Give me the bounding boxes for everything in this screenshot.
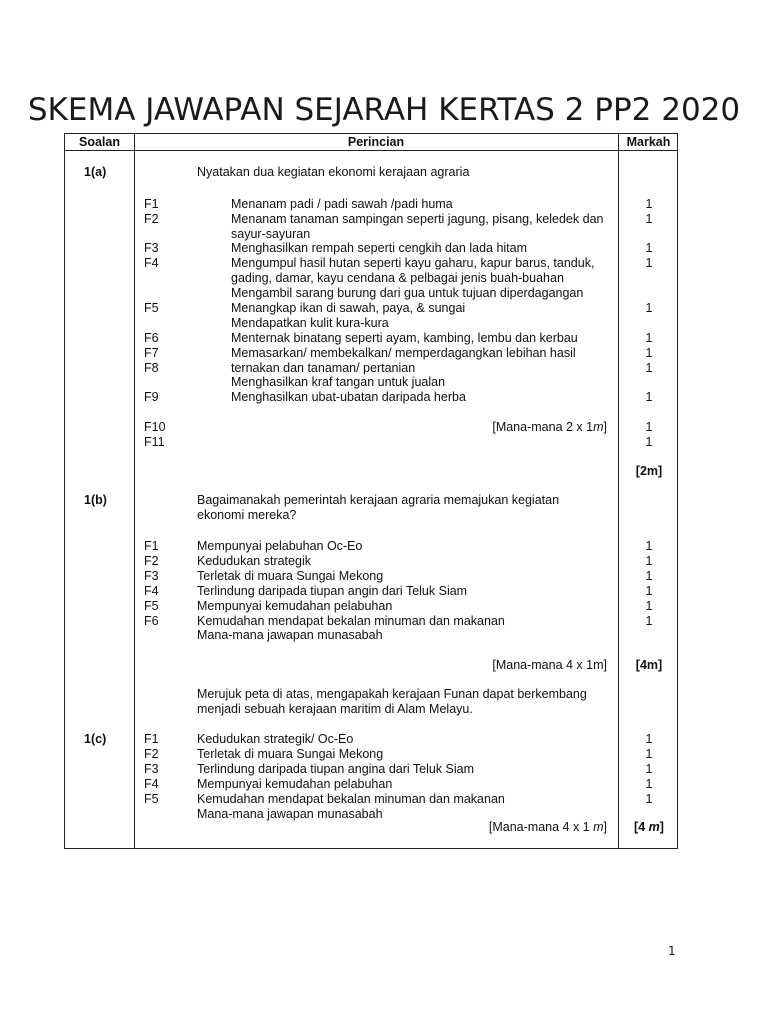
header-perincian: Perincian xyxy=(347,135,405,149)
mark-value: 1 xyxy=(645,361,653,375)
question-text-1c: menjadi sebuah kerajaan maritim di Alam Melayu. xyxy=(197,702,473,716)
answer-code: F1 xyxy=(144,197,159,211)
mark-value: 1 xyxy=(645,346,653,360)
answer-code: F10 xyxy=(144,420,166,434)
total-mark-1a: [2m] xyxy=(635,464,663,478)
question-label-1b: 1(b) xyxy=(84,493,107,507)
scheme-note-text: [Mana-mana 2 x 1 xyxy=(492,420,594,434)
answer-point: Menternak binatang seperti ayam, kambing, lembu dan kerbau xyxy=(231,331,578,345)
answer-point: Menghasilkan kraf tangan untuk jualan xyxy=(231,375,446,389)
answer-point: Mempunyai pelabuhan Oc-Eo xyxy=(197,539,363,553)
page-number: 1 xyxy=(668,944,676,958)
answer-point: Menangkap ikan di sawah, paya, & sungai xyxy=(231,301,466,315)
scheme-note-text: [Mana-mana 4 x 1 xyxy=(488,820,594,834)
document-title: SKEMA JAWAPAN SEJARAH KERTAS 2 PP2 2020 xyxy=(27,92,741,128)
mark-value: 1 xyxy=(645,539,653,553)
answer-point: Mana-mana jawapan munasabah xyxy=(197,807,383,821)
column-divider-soalan xyxy=(134,134,135,848)
answer-code: F2 xyxy=(144,747,159,761)
answer-point: Kemudahan mendapat bekalan minuman dan makanan xyxy=(197,614,505,628)
total-mark-part: m xyxy=(648,820,660,834)
mark-value: 1 xyxy=(645,747,653,761)
scheme-note-1b: [Mana-mana 4 x 1m] xyxy=(492,658,607,672)
scheme-note-text: ] xyxy=(603,420,607,434)
answer-code: F5 xyxy=(144,792,159,806)
answer-point: Menghasilkan ubat-ubatan daripada herba xyxy=(231,390,466,404)
answer-point: Terletak di muara Sungai Mekong xyxy=(197,747,384,761)
answer-point: Mendapatkan kulit kura-kura xyxy=(231,316,389,330)
answer-point: Mempunyai kemudahan pelabuhan xyxy=(197,599,393,613)
answer-code: F9 xyxy=(144,390,159,404)
answer-code: F5 xyxy=(144,301,159,315)
answer-code: F4 xyxy=(144,584,159,598)
mark-value: 1 xyxy=(645,301,653,315)
answer-code: F3 xyxy=(144,569,159,583)
mark-value: 1 xyxy=(645,197,653,211)
question-label-1a: 1(a) xyxy=(84,165,107,179)
answer-point: Kedudukan strategik xyxy=(197,554,311,568)
answer-point: ternakan dan tanaman/ pertanian xyxy=(231,361,416,375)
answer-code: F4 xyxy=(144,777,159,791)
answer-code: F2 xyxy=(144,212,159,226)
answer-point: Kedudukan strategik/ Oc-Eo xyxy=(197,732,354,746)
header-divider xyxy=(65,150,677,151)
mark-value: 1 xyxy=(645,212,653,226)
scheme-note-unit: m xyxy=(593,420,604,434)
scheme-note-text: ] xyxy=(603,820,607,834)
answer-code: F4 xyxy=(144,256,159,270)
answer-point: Terletak di muara Sungai Mekong xyxy=(197,569,384,583)
answer-code: F7 xyxy=(144,346,159,360)
mark-value: 1 xyxy=(645,241,653,255)
header-markah: Markah xyxy=(626,135,671,149)
answer-point: Mana-mana jawapan munasabah xyxy=(197,628,383,642)
mark-value: 1 xyxy=(645,554,653,568)
answer-scheme-table xyxy=(64,133,678,849)
mark-value: 1 xyxy=(645,732,653,746)
question-text-1b: Bagaimanakah pemerintah kerajaan agraria memajukan kegiatan xyxy=(197,493,560,507)
mark-value: 1 xyxy=(645,256,653,270)
answer-code: F1 xyxy=(144,732,159,746)
answer-code: F3 xyxy=(144,762,159,776)
answer-point: Menanam padi / padi sawah /padi huma xyxy=(231,197,453,211)
answer-code: F3 xyxy=(144,241,159,255)
scheme-note-1a xyxy=(492,420,607,435)
scheme-note-1c xyxy=(489,820,607,835)
mark-value: 1 xyxy=(645,569,653,583)
mark-value: 1 xyxy=(645,435,653,449)
answer-point: Menghasilkan rempah seperti cengkih dan lada hitam xyxy=(231,241,528,255)
mark-value: 1 xyxy=(645,599,653,613)
answer-code: F2 xyxy=(144,554,159,568)
answer-code: F11 xyxy=(144,435,165,449)
total-mark-1c xyxy=(619,820,679,835)
question-text-1c: Merujuk peta di atas, mengapakah kerajaan Funan dapat berkembang xyxy=(197,687,587,701)
total-mark-part: [4 xyxy=(634,820,649,834)
mark-value: 1 xyxy=(645,614,653,628)
answer-point: Kemudahan mendapat bekalan minuman dan makanan xyxy=(197,792,505,806)
answer-point: Terlindung daripada tiupan angina dari Teluk Siam xyxy=(197,762,475,776)
scheme-note-unit: m xyxy=(593,820,604,834)
answer-point: Mengambil sarang burung dari gua untuk tujuan diperdagangan xyxy=(231,286,584,300)
answer-code: F6 xyxy=(144,331,159,345)
total-mark-part: ] xyxy=(659,820,664,834)
mark-value: 1 xyxy=(645,331,653,345)
answer-point: gading, damar, kayu cendana & pelbagai jenis buah-buahan xyxy=(231,271,564,285)
mark-value: 1 xyxy=(645,584,653,598)
answer-point: sayur-sayuran xyxy=(231,227,311,241)
question-text-1b: ekonomi mereka? xyxy=(197,508,297,522)
mark-value: 1 xyxy=(645,390,653,404)
answer-code: F5 xyxy=(144,599,159,613)
question-label-1c: 1(c) xyxy=(84,732,107,746)
mark-value: 1 xyxy=(645,792,653,806)
answer-point: Mempunyai kemudahan pelabuhan xyxy=(197,777,393,791)
answer-point: Mengumpul hasil hutan seperti kayu gaharu, kapur barus, tanduk, xyxy=(231,256,595,270)
question-text-1a: Nyatakan dua kegiatan ekonomi kerajaan agraria xyxy=(197,165,470,179)
mark-value: 1 xyxy=(645,777,653,791)
mark-value: 1 xyxy=(645,762,653,776)
answer-code: F6 xyxy=(144,614,159,628)
answer-code: F8 xyxy=(144,361,159,375)
answer-point: Menanam tanaman sampingan seperti jagung, pisang, keledek dan xyxy=(231,212,604,226)
mark-value: 1 xyxy=(645,420,653,434)
answer-code: F1 xyxy=(144,539,159,553)
answer-point: Terlindung daripada tiupan angin dari Teluk Siam xyxy=(197,584,468,598)
total-mark-1b: [4m] xyxy=(635,658,663,672)
header-soalan: Soalan xyxy=(79,135,120,149)
answer-point: Memasarkan/ membekalkan/ memperdagangkan lebihan hasil xyxy=(231,346,576,360)
